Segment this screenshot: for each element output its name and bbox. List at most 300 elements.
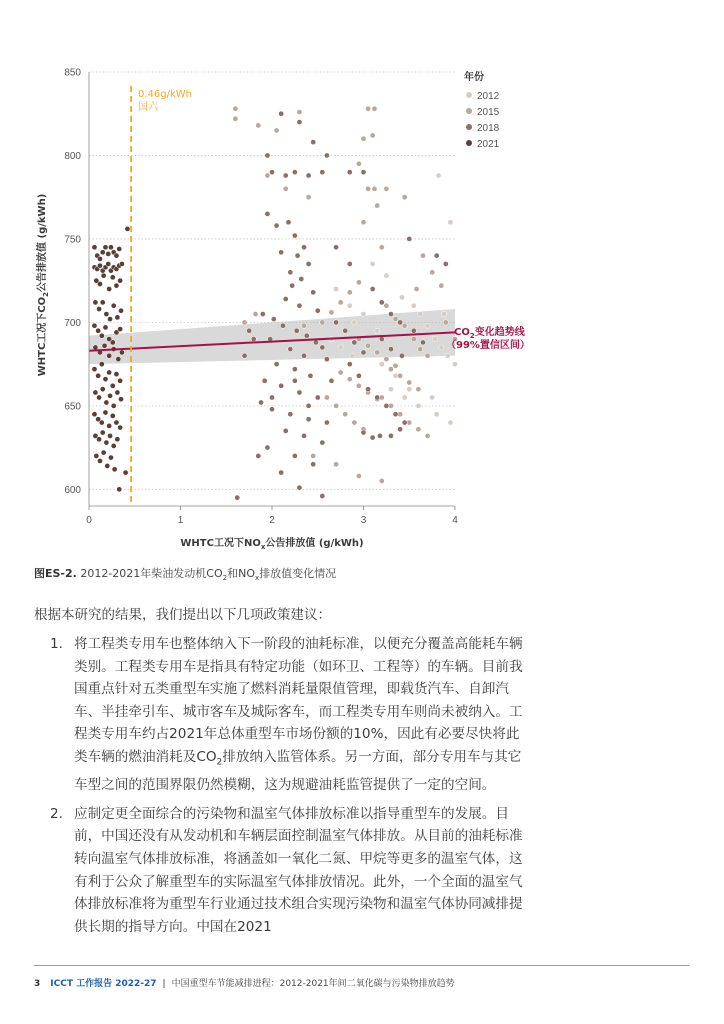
point-2021	[118, 278, 123, 283]
figure-label: 图ES-2.	[34, 567, 77, 580]
point-2015	[443, 320, 448, 325]
point-2018	[411, 328, 416, 333]
point-2018	[370, 435, 375, 440]
point-2015	[425, 353, 430, 358]
point-2015	[356, 473, 361, 478]
point-2018	[352, 340, 357, 345]
point-2015	[384, 303, 389, 308]
point-2021	[118, 326, 123, 331]
point-2018	[313, 340, 318, 345]
point-2021	[114, 253, 119, 258]
point-2021	[108, 245, 113, 250]
point-2021	[110, 413, 115, 418]
point-2018	[301, 245, 306, 250]
point-2018	[315, 308, 320, 313]
point-2012	[441, 311, 446, 316]
point-2012	[434, 412, 439, 417]
point-2018	[260, 311, 265, 316]
point-2018	[311, 140, 316, 145]
list-item-text-tail: 排放纳入监管体系。另一方面，部分专用车与其它车型之间的范围界限仍然模糊，这为规避油耗监管提供了一定的空间。	[74, 748, 522, 794]
point-2018	[297, 485, 302, 490]
point-2021	[94, 453, 99, 458]
point-2015	[356, 161, 361, 166]
point-2015	[379, 245, 384, 250]
point-2021	[103, 325, 108, 330]
point-2018	[271, 316, 276, 321]
point-2018	[399, 353, 404, 358]
point-2015	[356, 383, 361, 388]
point-2018	[329, 378, 334, 383]
point-2018	[320, 170, 325, 175]
point-2018	[265, 211, 270, 216]
point-2018	[292, 378, 297, 383]
point-2021	[108, 455, 113, 460]
point-2015	[333, 462, 338, 467]
vline-label-standard: 国六	[138, 102, 158, 113]
point-2018	[265, 445, 270, 450]
point-2021	[117, 487, 122, 492]
y-tick-label-600: 600	[64, 484, 81, 496]
point-2018	[443, 261, 448, 266]
point-2021	[118, 378, 123, 383]
point-2015	[402, 195, 407, 200]
point-2012	[418, 311, 423, 316]
point-2018	[301, 433, 306, 438]
point-2018	[379, 300, 384, 305]
point-2015	[402, 323, 407, 328]
point-2018	[294, 328, 299, 333]
point-2021	[99, 362, 104, 367]
page-number: 3	[34, 979, 41, 989]
point-2018	[269, 407, 274, 412]
y-tick-label-650: 650	[64, 401, 81, 413]
point-2015	[393, 363, 398, 368]
x-tick-label-1: 1	[177, 515, 184, 526]
point-2018	[343, 328, 348, 333]
point-2012	[436, 173, 441, 178]
point-2021	[102, 343, 107, 348]
point-2012	[407, 387, 412, 392]
point-2021	[104, 400, 109, 405]
point-2021	[119, 350, 124, 355]
point-2015	[365, 186, 370, 191]
point-2018	[292, 233, 297, 238]
point-2021	[110, 383, 115, 388]
point-2015	[379, 478, 384, 483]
point-2012	[432, 336, 437, 341]
point-2015	[375, 350, 380, 355]
point-2015	[365, 106, 370, 111]
point-2015	[338, 370, 343, 375]
y-tick-label-750: 750	[64, 234, 81, 246]
point-2021	[96, 328, 101, 333]
point-2018	[347, 170, 352, 175]
point-2015	[306, 195, 311, 200]
point-2021	[107, 423, 112, 428]
recommendation-list	[50, 633, 530, 944]
vline-label-value: 0.46g/kWh	[138, 89, 192, 100]
point-2012	[439, 345, 444, 350]
point-2015	[370, 133, 375, 138]
footer-separator: |	[162, 979, 166, 989]
point-2021	[117, 246, 122, 251]
point-2015	[347, 377, 352, 382]
report-brand: ICCT 工作报告 2022-27	[50, 979, 157, 989]
point-2018	[320, 345, 325, 350]
point-2021	[100, 430, 105, 435]
point-2021	[111, 403, 116, 408]
point-2021	[101, 273, 106, 278]
point-2015	[324, 395, 329, 400]
point-2015	[253, 311, 258, 316]
point-2021	[115, 437, 120, 442]
point-2021	[101, 450, 106, 455]
point-2018	[333, 320, 338, 325]
point-2018	[402, 420, 407, 425]
x-tick-label-0: 0	[86, 515, 92, 526]
point-2018	[393, 412, 398, 417]
point-2015	[418, 346, 423, 351]
point-2018	[388, 346, 393, 351]
point-2018	[299, 276, 304, 281]
point-2015	[333, 403, 338, 408]
point-2021	[93, 345, 98, 350]
intro-paragraph: 根据本研究的结果，我们提出以下几项政策建议：	[34, 607, 331, 623]
point-2012	[350, 353, 355, 358]
point-2021	[116, 357, 121, 362]
point-2021	[118, 397, 123, 402]
point-2021	[96, 373, 101, 378]
point-2018	[308, 373, 313, 378]
point-2021	[96, 437, 101, 442]
point-2018	[292, 170, 297, 175]
point-2018	[377, 433, 382, 438]
point-2015	[338, 300, 343, 305]
point-2021	[99, 420, 104, 425]
point-2021	[115, 315, 120, 320]
point-2015	[439, 283, 444, 288]
point-2015	[416, 427, 421, 432]
report-title: 中国重型车节能减排进程：2012-2021年间二氧化碳与污染物排放趋势	[171, 979, 455, 989]
point-2018	[320, 440, 325, 445]
point-2018	[280, 323, 285, 328]
point-2018	[306, 261, 311, 266]
point-2018	[333, 245, 338, 250]
point-2021	[93, 300, 98, 305]
point-2021	[103, 377, 108, 382]
point-2012	[338, 345, 343, 350]
point-2015	[233, 116, 238, 121]
trend-band-label: （99%置信区间）	[446, 340, 530, 351]
point-2018	[434, 253, 439, 258]
point-2018	[242, 353, 247, 358]
point-2012	[375, 328, 380, 333]
point-2012	[384, 273, 389, 278]
point-2018	[311, 290, 316, 295]
point-2018	[297, 390, 302, 395]
footer-divider	[34, 965, 689, 966]
point-2015	[372, 106, 377, 111]
point-2015	[297, 109, 302, 114]
point-2021	[104, 311, 109, 316]
point-2018	[365, 387, 370, 392]
point-2018	[269, 170, 274, 175]
point-2021	[118, 425, 123, 430]
point-2018	[292, 453, 297, 458]
point-2018	[311, 462, 316, 467]
point-2015	[301, 323, 306, 328]
y-tick-label-700: 700	[64, 317, 81, 329]
legend-swatch-2021	[466, 140, 472, 146]
point-2021	[103, 410, 108, 415]
point-2018	[297, 303, 302, 308]
point-2015	[283, 186, 288, 191]
point-2015	[365, 343, 370, 348]
point-2021	[110, 275, 115, 280]
x-tick-label-2: 2	[269, 515, 275, 526]
list-item-number: 1.	[50, 636, 63, 652]
point-2012	[333, 286, 338, 291]
point-2012	[370, 261, 375, 266]
point-2021	[107, 286, 112, 291]
point-2021	[111, 303, 116, 308]
point-2015	[416, 387, 421, 392]
point-2021	[103, 245, 108, 250]
point-2012	[352, 320, 357, 325]
point-2018	[286, 220, 291, 225]
point-2018	[320, 493, 325, 498]
figure-caption	[34, 565, 336, 582]
point-2021	[110, 340, 115, 345]
caption-text-c: 排放值变化情况	[259, 567, 337, 580]
point-2018	[398, 427, 403, 432]
point-2018	[265, 153, 270, 158]
point-2018	[251, 336, 256, 341]
point-2018	[375, 395, 380, 400]
legend-label-2021: 2021	[477, 139, 500, 150]
point-2018	[384, 403, 389, 408]
point-2018	[283, 173, 288, 178]
point-2018	[315, 395, 320, 400]
point-2018	[361, 430, 366, 435]
point-2018	[420, 340, 425, 345]
point-2012	[411, 303, 416, 308]
point-2018	[269, 395, 274, 400]
point-2018	[274, 223, 279, 228]
point-2021	[96, 306, 101, 311]
point-2018	[235, 495, 240, 500]
point-2015	[407, 380, 412, 385]
point-2015	[352, 420, 357, 425]
point-2018	[398, 320, 403, 325]
point-2018	[292, 367, 297, 372]
legend-swatch-2015	[466, 108, 472, 114]
point-2015	[430, 270, 435, 275]
x-tick-label-4: 4	[452, 515, 458, 526]
legend-swatch-2018	[466, 124, 472, 130]
point-2018	[247, 328, 252, 333]
point-2018	[356, 373, 361, 378]
point-2021	[114, 372, 119, 377]
point-2021	[97, 263, 102, 268]
point-2015	[414, 286, 419, 291]
point-2021	[107, 433, 112, 438]
point-2015	[384, 357, 389, 362]
point-2012	[399, 295, 404, 300]
caption-sub-a: 2	[222, 574, 228, 583]
list-item-number: 2.	[50, 805, 63, 822]
page-footer	[34, 976, 455, 989]
point-2015	[274, 128, 279, 133]
point-2018	[283, 296, 288, 301]
point-2012	[402, 395, 407, 400]
point-2021	[105, 463, 110, 468]
point-2021	[106, 261, 111, 266]
point-2018	[347, 362, 352, 367]
point-2018	[297, 119, 302, 124]
point-2018	[306, 403, 311, 408]
point-2012	[448, 220, 453, 225]
point-2021	[92, 323, 97, 328]
x-axis-title: WHTC工况下$NO_x$公告排放值 (g/kWh)	[180, 538, 364, 551]
point-2021	[96, 395, 101, 400]
point-2021	[106, 251, 111, 256]
point-2021	[123, 470, 128, 475]
point-2021	[92, 367, 97, 372]
point-2018	[274, 362, 279, 367]
point-2021	[100, 250, 105, 255]
point-2018	[347, 261, 352, 266]
list-item	[50, 633, 530, 797]
caption-text-b: 和NO	[227, 567, 255, 580]
point-2012	[361, 311, 366, 316]
point-2015	[411, 336, 416, 341]
point-2018	[290, 283, 295, 288]
point-2015	[384, 186, 389, 191]
point-2021	[111, 443, 116, 448]
point-2018	[304, 333, 309, 338]
point-2018	[288, 412, 293, 417]
list-item	[50, 803, 530, 939]
legend-swatch-2012	[466, 92, 472, 98]
list-item-text: 应制定更全面综合的污染物和温室气体排放标准以指导重型车的发展。目前，中国还没有从发动机和车辆层面控制温室气体排放。从目前的油耗标准转向温室气体排放标准，将涵盖如一氧化二氮、甲烷等更多的温室气体，这有利于公众了解重型车的实际温室气体排放情况。此外，一个全面的温室气体排放标准将为重型车行业通过技术组合实现污染物和温室气体协同减排提供长期的指导方向。中国在2021	[74, 805, 523, 935]
point-2021	[119, 261, 124, 266]
point-2021	[107, 353, 112, 358]
legend-label-2015: 2015	[477, 107, 500, 118]
point-2012	[425, 323, 430, 328]
point-2015	[256, 123, 261, 128]
point-2018	[258, 400, 263, 405]
point-2018	[295, 253, 300, 258]
point-2015	[233, 106, 238, 111]
point-2018	[301, 353, 306, 358]
axes	[64, 68, 458, 527]
point-2015	[242, 320, 247, 325]
y-tick-label-850: 850	[64, 67, 81, 79]
y-axis-title: WHTC工况下$CO_2$公告排放值 (g/kWh)	[37, 193, 50, 377]
point-2021	[114, 420, 119, 425]
point-2018	[279, 470, 284, 475]
point-2015	[311, 453, 316, 458]
point-2018	[324, 357, 329, 362]
point-2021	[107, 316, 112, 321]
point-2021	[100, 300, 105, 305]
point-2018	[407, 236, 412, 241]
point-2018	[279, 383, 284, 388]
point-2018	[256, 453, 261, 458]
point-2021	[92, 412, 97, 417]
list-item-sub: 2	[216, 757, 223, 768]
point-2018	[324, 153, 329, 158]
x-tick-label-3: 3	[360, 515, 367, 526]
point-2015	[361, 220, 366, 225]
caption-text-a: 2012-2021年柴油发动机CO	[76, 567, 223, 580]
point-2015	[320, 320, 325, 325]
point-2012	[452, 362, 457, 367]
point-2018	[379, 336, 384, 341]
point-2021	[107, 370, 112, 375]
point-2021	[104, 440, 109, 445]
point-2021	[97, 458, 102, 463]
list-item-text: 将工程类专用车也整体纳入下一阶段的油耗标准，以便充分覆盖高能耗车辆类别。工程类专用车是指具有特定功能（如环卫、工程等）的车辆。目前我国重点针对五类重型车实施了燃料消耗量限值管理，即载货汽车、自卸汽车、半挂牵引车、城市客车及城际客车，而工程类专用车则尚未被纳入。工程类专用车约占2021年总体重型车市场份额的10%，因此有必要尽快将此类车辆的燃油消耗及CO	[74, 636, 523, 765]
point-2015	[347, 290, 352, 295]
point-2012	[430, 395, 435, 400]
point-2012	[379, 362, 384, 367]
legend-label-2012: 2012	[477, 91, 500, 102]
point-2021	[99, 333, 104, 338]
point-2018	[361, 170, 366, 175]
legend-label-2018: 2018	[477, 123, 500, 134]
point-2021	[125, 226, 130, 231]
point-2015	[361, 136, 366, 141]
point-2018	[370, 286, 375, 291]
point-2018	[262, 378, 267, 383]
point-2012	[448, 420, 453, 425]
point-2021	[97, 256, 102, 261]
point-2018	[283, 428, 288, 433]
point-2018	[361, 350, 366, 355]
point-2018	[388, 433, 393, 438]
point-2015	[388, 367, 393, 372]
point-2018	[279, 250, 284, 255]
point-2018	[288, 346, 293, 351]
point-2021	[107, 393, 112, 398]
point-2018	[306, 417, 311, 422]
point-2018	[388, 311, 393, 316]
point-2015	[329, 310, 334, 315]
point-2015	[375, 203, 380, 208]
point-2021	[118, 308, 123, 313]
y-tick-label-800: 800	[64, 150, 81, 162]
point-2018	[279, 111, 284, 116]
point-2015	[356, 280, 361, 285]
point-2012	[388, 387, 393, 392]
point-2015	[393, 316, 398, 321]
point-2021	[115, 390, 120, 395]
point-2015	[265, 173, 270, 178]
point-2012	[416, 403, 421, 408]
point-2021	[112, 467, 117, 472]
point-2021	[100, 387, 105, 392]
point-2015	[420, 253, 425, 258]
point-2015	[425, 433, 430, 438]
point-2015	[343, 412, 348, 417]
point-2021	[93, 390, 98, 395]
data-points	[92, 106, 458, 500]
legend-title: 年份	[464, 72, 484, 83]
point-2012	[445, 353, 450, 358]
point-2018	[324, 420, 329, 425]
